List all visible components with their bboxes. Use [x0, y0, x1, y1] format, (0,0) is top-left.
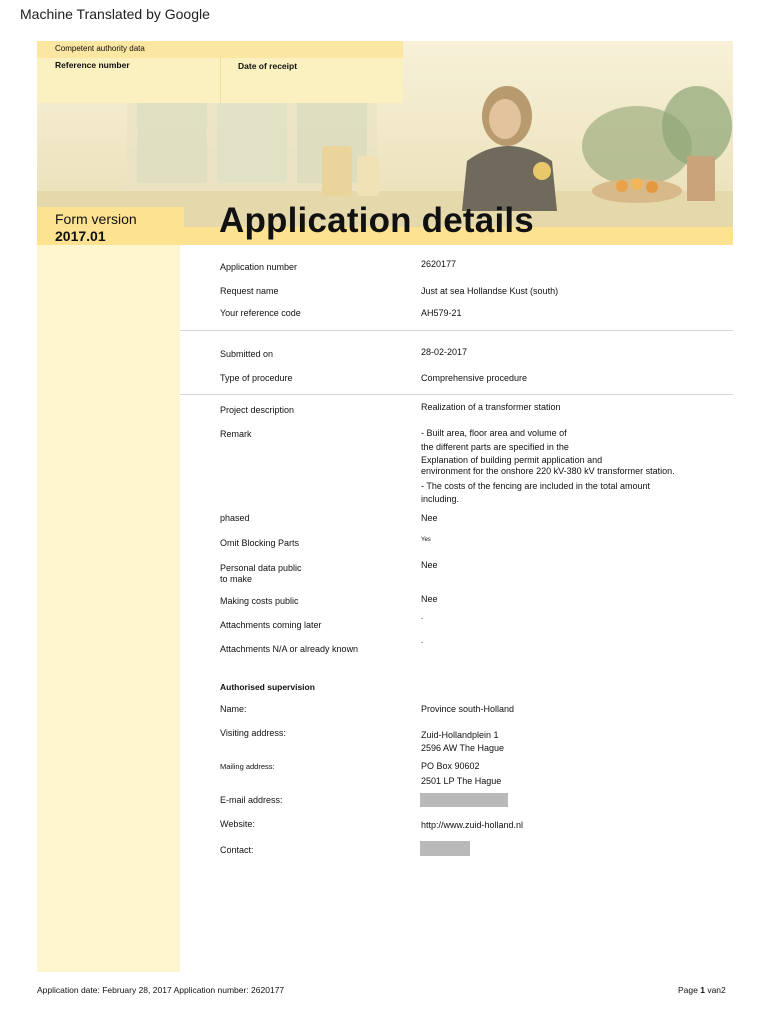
email-redacted	[420, 793, 508, 807]
omit-blocking-label: Omit Blocking Parts	[220, 538, 300, 548]
request-name-label: Request name	[220, 286, 279, 296]
omit-blocking-value: Yes	[421, 537, 431, 543]
personal-data-label: Personal data public	[220, 563, 302, 573]
phased-value: Nee	[421, 513, 438, 523]
remark-line: - Built area, floor area and volume of	[421, 428, 567, 438]
form-version-label: Form version	[55, 211, 137, 227]
attachments-na-label: Attachments N/A or already known	[220, 644, 359, 654]
request-name-value: Just at sea Hollandse Kust (south)	[421, 286, 559, 296]
competent-authority-box	[37, 41, 403, 103]
left-sidebar	[37, 245, 180, 972]
phased-label: phased	[220, 513, 250, 523]
personal-data-value: Nee	[421, 560, 438, 570]
application-number-label: Application number	[220, 262, 298, 272]
section-divider	[180, 330, 733, 331]
page-suffix: van2	[704, 985, 726, 995]
application-number-value: 2620177	[421, 259, 457, 269]
page-prefix: Page	[678, 985, 701, 995]
remark-label: Remark	[220, 429, 252, 439]
footer-application-info: Application date: February 28, 2017 Application number: 2620177	[37, 985, 285, 995]
procedure-type-value: Comprehensive procedure	[421, 373, 528, 383]
mailing-address-line: PO Box 90602	[421, 761, 480, 771]
form-version-value: 2017.01	[55, 228, 106, 244]
mailing-address-label: Mailing address:	[220, 762, 275, 771]
reference-code-value: AH579-21	[421, 308, 462, 318]
remark-line: - The costs of the fencing are included in the total amount	[421, 481, 650, 491]
attachments-na-value: -	[421, 640, 423, 646]
machine-translated-banner: Machine Translated by Google	[20, 6, 210, 22]
remark-line: including.	[421, 494, 460, 504]
supervision-heading: Authorised supervision	[220, 682, 315, 692]
personal-data-label-cont: to make	[220, 574, 253, 584]
project-description-value: Realization of a transformer station	[421, 402, 561, 412]
website-label: Website:	[220, 819, 255, 829]
supervision-name-value: Province south-Holland	[421, 704, 515, 714]
making-costs-label: Making costs public	[220, 596, 299, 606]
visiting-address-line: Zuid-Hollandplein 1	[421, 730, 499, 740]
reference-number-label: Reference number	[55, 60, 130, 70]
supervision-name-label: Name:	[220, 704, 247, 714]
visiting-address-label: Visiting address:	[220, 728, 286, 738]
reference-code-label: Your reference code	[220, 308, 301, 318]
remark-line: Explanation of building permit application and	[421, 455, 603, 465]
submitted-on-label: Submitted on	[220, 349, 274, 359]
project-description-label: Project description	[220, 405, 295, 415]
page-indicator	[678, 985, 726, 995]
submitted-on-value: 28-02-2017	[421, 347, 468, 357]
section-divider	[180, 394, 733, 395]
contact-label: Contact:	[220, 845, 254, 855]
form-version-box	[37, 207, 184, 245]
remark-line: environment for the onshore 220 kV-380 kV transformer station.	[421, 466, 675, 476]
visiting-address-line: 2596 AW The Hague	[421, 743, 505, 753]
email-label: E-mail address:	[220, 795, 283, 805]
attachments-later-value: -	[421, 616, 423, 622]
page-title: Application details	[219, 201, 534, 240]
authority-title: Competent authority data	[55, 44, 145, 53]
contact-redacted	[420, 841, 470, 856]
attachments-later-label: Attachments coming later	[220, 620, 322, 630]
making-costs-value: Nee	[421, 594, 438, 604]
procedure-type-label: Type of procedure	[220, 373, 293, 383]
authority-divider	[220, 58, 221, 103]
date-of-receipt-label: Date of receipt	[238, 61, 298, 71]
page-number: 1	[700, 985, 705, 995]
remark-line: the different parts are specified in the	[421, 442, 569, 452]
mailing-address-line: 2501 LP The Hague	[421, 776, 502, 786]
website-link[interactable]: http://www.zuid-holland.nl	[421, 820, 524, 830]
